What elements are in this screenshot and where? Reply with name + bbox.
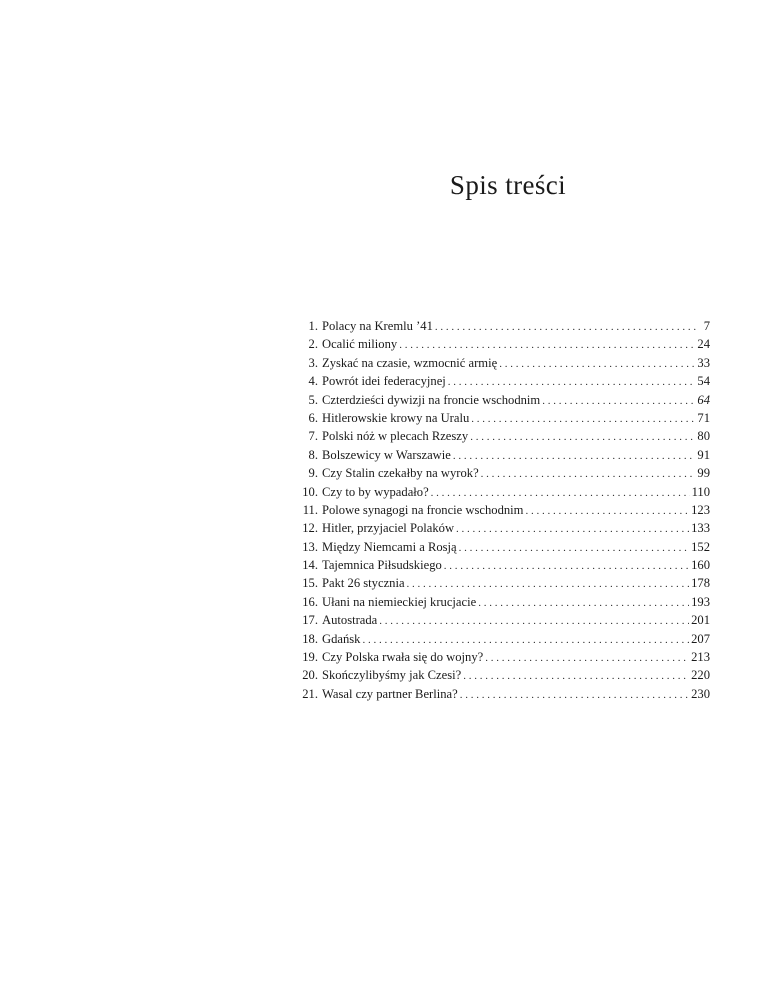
toc-entry-title: Polacy na Kremlu ’41 — [322, 319, 433, 333]
toc-entry — [296, 372, 710, 390]
toc-dot-leader — [456, 520, 689, 538]
toc-dot-leader — [459, 539, 689, 557]
toc-dot-leader — [431, 484, 690, 502]
toc-dot-leader — [448, 373, 696, 391]
toc-entry-page: 7 — [703, 319, 710, 333]
toc-entry-title: Hitlerowskie krowy na Uralu — [322, 410, 470, 425]
toc-entry-page: 110 — [691, 484, 710, 499]
toc-dot-leader — [460, 686, 689, 704]
toc-dot-leader — [463, 667, 689, 685]
toc-entry-title: Skończylibyśmy jak Czesi? — [322, 668, 462, 683]
toc-dot-leader — [453, 447, 696, 465]
toc-entry-title: Czy to by wypadało? — [322, 484, 429, 499]
toc-entry — [296, 335, 710, 353]
toc-entry — [296, 391, 710, 409]
toc-entry-title: Czy Polska rwała się do wojny? — [322, 650, 484, 665]
toc-entry-number: 9. — [308, 466, 318, 481]
toc-entry-number: 1. — [308, 319, 318, 333]
toc-entry-title: Pakt 26 stycznia — [322, 576, 405, 591]
toc-entry — [296, 611, 710, 629]
toc-entry-title: Między Niemcami a Rosją — [322, 539, 457, 554]
toc-entry-number: 20. — [302, 668, 318, 683]
toc-entry-number: 2. — [308, 337, 318, 352]
toc-entry-title: Ocalić miliony — [322, 337, 398, 352]
toc-dot-leader — [478, 594, 689, 612]
toc-dot-leader — [435, 318, 696, 336]
toc-entry-page: 99 — [697, 466, 710, 481]
toc-entry-page: 207 — [691, 631, 710, 646]
toc-entry-number: 3. — [308, 355, 318, 370]
toc-dot-leader — [485, 649, 689, 667]
toc-entry-number: 21. — [302, 686, 318, 701]
toc-entry — [296, 556, 710, 574]
toc-entry — [296, 666, 710, 684]
toc-entry-number: 18. — [302, 631, 318, 646]
toc-entry-page: 123 — [691, 502, 710, 517]
toc-entry — [296, 446, 710, 464]
toc-entry-number: 6. — [308, 410, 318, 425]
toc-entry-title: Hitler, przyjaciel Polaków — [322, 521, 455, 536]
toc-entry-page: 193 — [691, 594, 710, 609]
toc-entry-number: 8. — [308, 447, 318, 462]
toc-entry-title: Czy Stalin czekałby na wyrok? — [322, 466, 479, 481]
toc-dot-leader — [470, 428, 695, 446]
toc-dot-leader — [499, 355, 695, 373]
toc-dot-leader — [525, 502, 689, 520]
toc-entry-title: Tajemnica Piłsudskiego — [322, 558, 442, 573]
page-title: Spis treści — [449, 170, 567, 200]
toc-entry-page: 178 — [691, 576, 710, 591]
toc-entry-page: 160 — [691, 558, 710, 573]
toc-entry-number: 13. — [302, 539, 318, 554]
toc-entry — [296, 427, 710, 445]
toc-entry-title: Autostrada — [322, 613, 378, 628]
toc-entry-page: 64 — [697, 392, 710, 407]
toc-entry-page: 230 — [691, 686, 710, 701]
toc-entry-page: 54 — [697, 374, 710, 389]
toc-entry-title: Polski nóż w plecach Rzeszy — [322, 429, 469, 444]
toc-entry-title: Polowe synagogi na froncie wschodnim — [322, 502, 524, 517]
toc-entry-page: 24 — [697, 337, 710, 352]
toc-entry-number: 19. — [302, 650, 318, 665]
toc-entry-number: 4. — [308, 374, 318, 389]
toc-entry-page: 91 — [697, 447, 710, 462]
toc-dot-leader — [444, 557, 689, 575]
toc-entry — [296, 630, 710, 648]
toc-entry-number: 5. — [308, 392, 318, 407]
toc-entry — [296, 685, 710, 703]
toc-entry-page: 201 — [691, 613, 710, 628]
toc-entry-title: Zyskać na czasie, wzmocnić armię — [322, 355, 498, 370]
toc-entry — [296, 574, 710, 592]
toc-entry-title: Powrót idei federacyjnej — [322, 374, 446, 389]
toc-dot-leader — [379, 612, 689, 630]
toc-entry — [296, 464, 710, 482]
toc-dot-leader — [471, 410, 695, 428]
toc-entry-page: 152 — [691, 539, 710, 554]
toc-entry-number: 12. — [302, 521, 318, 536]
toc-entry — [296, 501, 710, 519]
toc-entry-number: 16. — [302, 594, 318, 609]
toc-dot-leader — [481, 465, 696, 483]
toc-entry-number: 10. — [302, 484, 318, 499]
toc-entry-title: Wasal czy partner Berlina? — [322, 686, 458, 701]
toc-entry — [296, 648, 710, 666]
toc-entry-page: 71 — [697, 410, 710, 425]
toc-entry-number: 7. — [308, 429, 318, 444]
toc-entry — [296, 354, 710, 372]
toc-entry-page: 220 — [691, 668, 710, 683]
toc-dot-leader — [407, 575, 690, 593]
toc-dot-leader — [362, 631, 689, 649]
toc-entry — [296, 519, 710, 537]
toc-dot-leader — [542, 392, 695, 410]
toc-entry-title: Ułani na niemieckiej krucjacie — [322, 594, 477, 609]
toc-entry-page: 213 — [691, 650, 710, 665]
toc-entry-page: 33 — [697, 355, 710, 370]
toc-entry-number: 15. — [302, 576, 318, 591]
toc-entry-title: Bolszewicy w Warszawie — [322, 447, 451, 462]
toc-entry-title: Gdańsk — [322, 631, 361, 646]
toc-entry — [296, 593, 710, 611]
toc-dot-leader — [399, 336, 695, 354]
toc-entry-page: 133 — [691, 521, 710, 536]
toc-entry-title: Czterdzieści dywizji na froncie wschodnim — [322, 392, 541, 407]
toc-entry-number: 11. — [302, 502, 318, 517]
table-of-contents — [296, 317, 710, 703]
toc-entry — [296, 538, 710, 556]
toc-entry-number: 14. — [302, 558, 318, 573]
toc-entry — [296, 317, 710, 335]
toc-entry-number: 17. — [302, 613, 318, 628]
toc-entry-page: 80 — [697, 429, 710, 444]
toc-entry — [296, 483, 710, 501]
toc-entry — [296, 409, 710, 427]
